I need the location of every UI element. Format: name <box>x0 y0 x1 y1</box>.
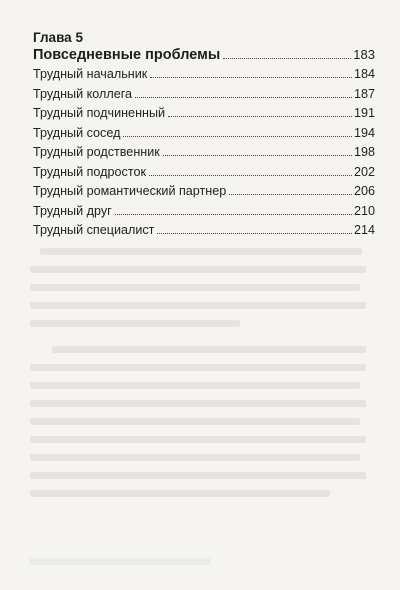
toc-entry-page: 191 <box>353 106 375 120</box>
leader-dots <box>115 214 352 215</box>
leader-dots <box>149 175 352 176</box>
leader-dots <box>157 233 352 234</box>
leader-dots <box>223 58 351 59</box>
toc-entry <box>33 204 375 224</box>
table-of-contents <box>33 30 375 243</box>
toc-entry-text: Трудный родственник <box>33 145 160 159</box>
toc-entry <box>33 67 375 87</box>
toc-entry <box>33 184 375 204</box>
leader-dots <box>229 194 352 195</box>
toc-entry-text: Трудный начальник <box>33 67 148 81</box>
leader-dots <box>123 136 352 137</box>
toc-entry-text: Трудный подчиненный <box>33 106 166 120</box>
chapter-title: Повседневные проблемы <box>33 47 221 63</box>
toc-entry-text: Трудный сосед <box>33 125 121 140</box>
toc-entry-page: 187 <box>353 86 375 101</box>
toc-entry-page: 202 <box>353 164 375 179</box>
toc-entry-text: Трудный романтический партнер <box>33 184 227 198</box>
toc-entry-text: Трудный друг <box>33 203 112 218</box>
toc-entry-page: 206 <box>353 184 375 198</box>
leader-dots <box>168 116 352 117</box>
toc-entry-page: 214 <box>353 223 375 237</box>
toc-entry <box>33 126 375 146</box>
toc-entry-page: 210 <box>353 203 375 218</box>
chapter-heading-row <box>33 47 375 63</box>
leader-dots <box>163 155 352 156</box>
toc-entry <box>33 145 375 165</box>
toc-entry-page: 194 <box>353 125 375 140</box>
toc-entry <box>33 106 375 126</box>
leader-dots <box>135 97 352 98</box>
toc-entry <box>33 165 375 185</box>
leader-dots <box>150 77 352 78</box>
toc-entry-text: Трудный подросток <box>33 164 146 179</box>
toc-entry-text: Трудный специалист <box>33 223 155 237</box>
toc-entry <box>33 223 375 243</box>
toc-entry-page: 198 <box>353 145 375 159</box>
toc-entry <box>33 87 375 107</box>
chapter-label: Глава 5 <box>33 30 83 45</box>
toc-entry-page: 184 <box>353 67 375 81</box>
chapter-page-number: 183 <box>353 47 375 62</box>
toc-entry-text: Трудный коллега <box>33 86 133 101</box>
